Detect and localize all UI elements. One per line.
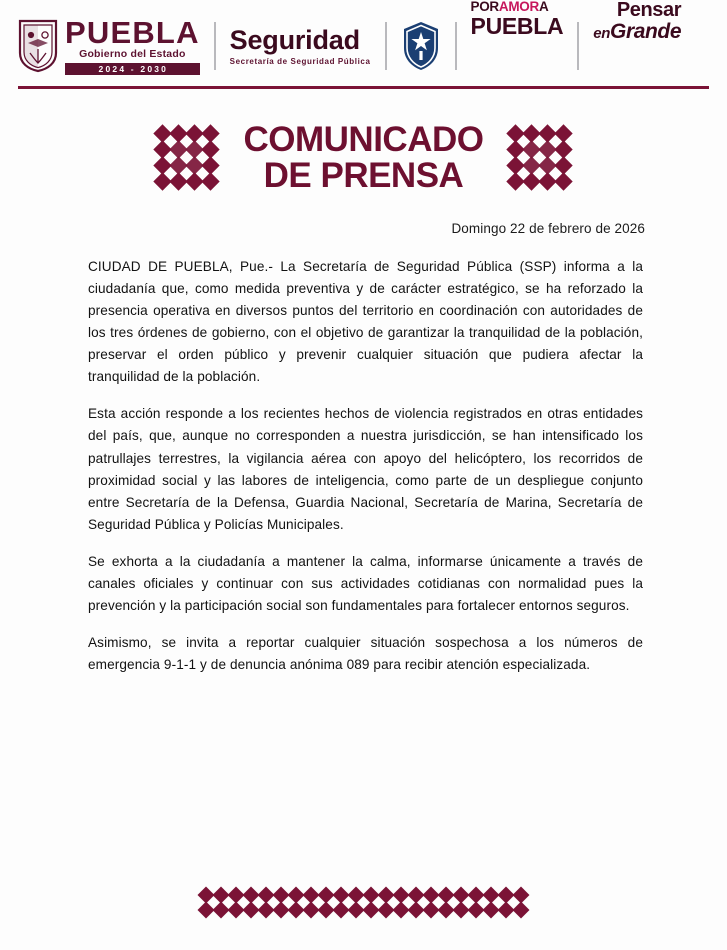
seguridad-wordmark: Seguridad: [229, 24, 360, 55]
por-amor-a-puebla-logo: [471, 0, 564, 92]
ornament-column: [245, 889, 257, 916]
ornament-column: [260, 889, 272, 916]
puebla-subtitle: Gobierno del Estado: [79, 48, 186, 60]
ornament-column: [230, 889, 242, 916]
ornament-column: [200, 889, 212, 916]
ornament-column: [500, 889, 512, 916]
puebla-government-logo: [18, 0, 200, 92]
puebla-period: 2024 - 2030: [65, 63, 200, 76]
ornament-column: [515, 889, 527, 916]
header-divider-4: [577, 22, 579, 70]
ornament-column: [320, 889, 332, 916]
document-header: [0, 0, 727, 92]
ornament-column: [215, 889, 227, 916]
ornament-column: [365, 889, 377, 916]
ornament-column: [335, 889, 347, 916]
page-title: [244, 122, 484, 193]
seguridad-logo: [230, 0, 371, 92]
ornament-column: [470, 889, 482, 916]
por-amor-line: PORAMORA: [470, 0, 549, 14]
press-release-body: [88, 256, 643, 675]
pensar-line2: enGrande: [593, 20, 682, 43]
pensar-en-grande-logo: [593, 0, 681, 92]
ornament-column: [350, 889, 362, 916]
ornament-column: [275, 889, 287, 916]
ornament-column: [425, 889, 437, 916]
ornament-column: [485, 889, 497, 916]
ornament-column: [440, 889, 452, 916]
header-divider-1: [214, 22, 216, 70]
header-divider-2: [385, 22, 387, 70]
diamond-grid-ornament-right-icon: [509, 127, 571, 189]
ssp-police-badge-icon: [401, 21, 441, 71]
title-line-1: COMUNICADO: [243, 120, 484, 159]
pensar-line1: Pensar: [616, 0, 682, 21]
header-divider-3: [455, 22, 457, 70]
title-row: [0, 122, 727, 193]
footer-ornament: [0, 889, 727, 916]
puebla-state-crest-icon: [18, 19, 58, 73]
paragraph-2: Esta acción responde a los recientes hechos de violencia registrados en otras entidades del país, que, aunque no corresponden a nuestra jurisdicción, se han intensificado los patrullajes terrestres, la vigilancia aérea con apoyo del helicóptero, los recorridos de proximidad social y las labores de inteligencia, como parte de un despliegue conjunto entre Secretaría de la Defensa, Guardia Nacional, Secretaría de Marina, Secretaría de Seguridad Pública y Policías Municipales.: [88, 406, 643, 532]
paragraph-1: CIUDAD DE PUEBLA, Pue.- La Secretaría de Seguridad Pública (SSP) informa a la ciudadanía que, como medida preventiva y de carácter estratégico, se ha reforzado la presencia operativa en diversos puntos del territorio en coordinación con autoridades de los tres órdenes de gobierno, con el objetivo de garantizar la tranquilidad de la población, preservar el orden público y prevenir cualquier situación que pudiera afectar la tranquilidad de la población.: [88, 259, 643, 385]
header-rule: [18, 86, 709, 89]
paragraph-3: Se exhorta a la ciudadanía a mantener la calma, informarse únicamente a través de canales oficiales y continuar con sus actividades cotidianas con normalidad pues la prevención y la participación social son fundamentales para fortalecer entornos seguros.: [88, 553, 643, 613]
ornament-column: [305, 889, 317, 916]
diamond-grid-ornament-left-icon: [156, 127, 218, 189]
ornament-column: [455, 889, 467, 916]
ornament-column: [380, 889, 392, 916]
puebla-wordmark: PUEBLA: [65, 15, 200, 50]
release-date: Domingo 22 de febrero de 2026: [451, 221, 645, 237]
ornament-column: [395, 889, 407, 916]
ornament-column: [410, 889, 422, 916]
seguridad-subtitle: Secretaría de Seguridad Pública: [229, 56, 371, 66]
title-line-2: DE PRENSA: [263, 155, 464, 195]
puebla-amor-line: PUEBLA: [470, 12, 564, 39]
ornament-column: [290, 889, 302, 916]
paragraph-4: Asimismo, se invita a reportar cualquier situación sospechosa a los números de emergencia 9-1-1 y de denuncia anónima 089 para recibir atención especializada.: [88, 634, 643, 672]
